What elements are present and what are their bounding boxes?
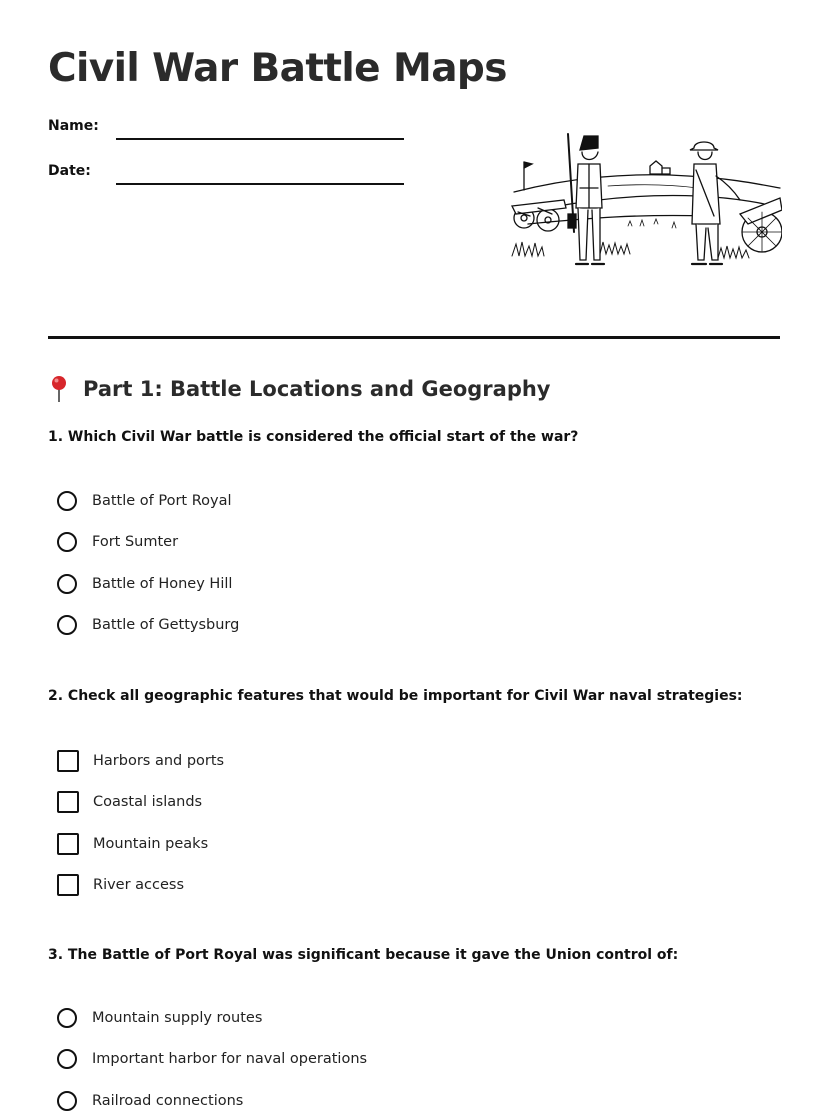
radio-option[interactable] (57, 615, 239, 635)
date-label: Date: (48, 163, 91, 179)
option-label: Railroad connections (92, 1093, 244, 1109)
header-divider (48, 336, 780, 339)
checkbox-option[interactable] (57, 874, 184, 896)
section-title (48, 375, 551, 403)
option-label: Battle of Port Royal (92, 493, 232, 509)
question-1: 1. Which Civil War battle is considered the official start of the war? (48, 429, 579, 445)
option-label: Fort Sumter (92, 534, 179, 550)
radio-option[interactable] (57, 1091, 243, 1111)
radio-button[interactable] (57, 1008, 77, 1028)
name-field[interactable] (116, 138, 404, 140)
radio-button[interactable] (57, 615, 77, 635)
option-label: Mountain supply routes (92, 1010, 263, 1026)
radio-button[interactable] (57, 532, 77, 552)
radio-option[interactable] (57, 1049, 367, 1069)
option-label: Battle of Honey Hill (92, 576, 233, 592)
checkbox[interactable] (57, 750, 79, 772)
checkbox[interactable] (57, 874, 79, 896)
checkbox[interactable] (57, 833, 79, 855)
question-2: 2. Check all geographic features that would be important for Civil War naval strategies: (48, 688, 743, 704)
radio-option[interactable] (57, 532, 178, 552)
radio-button[interactable] (57, 491, 77, 511)
checkbox[interactable] (57, 791, 79, 813)
radio-button[interactable] (57, 574, 77, 594)
checkbox-option[interactable] (57, 833, 208, 855)
name-label: Name: (48, 118, 99, 134)
checkbox-option[interactable] (57, 750, 224, 772)
option-label: Mountain peaks (93, 836, 209, 852)
page-title: Civil War Battle Maps (48, 46, 507, 91)
map-pin-icon (48, 375, 70, 403)
option-label: Important harbor for naval operations (92, 1051, 368, 1067)
checkbox-option[interactable] (57, 791, 202, 813)
soldiers-illustration (508, 128, 782, 280)
question-3: 3. The Battle of Port Royal was significant because it gave the Union control of: (48, 947, 679, 963)
option-label: River access (93, 877, 185, 893)
section-title-text: Part 1: Battle Locations and Geography (83, 377, 551, 401)
option-label: Harbors and ports (93, 753, 225, 769)
radio-option[interactable] (57, 491, 232, 511)
radio-option[interactable] (57, 1008, 262, 1028)
radio-button[interactable] (57, 1049, 77, 1069)
date-field[interactable] (116, 183, 404, 185)
radio-option[interactable] (57, 574, 232, 594)
option-label: Coastal islands (93, 794, 203, 810)
option-label: Battle of Gettysburg (92, 617, 240, 633)
radio-button[interactable] (57, 1091, 77, 1111)
